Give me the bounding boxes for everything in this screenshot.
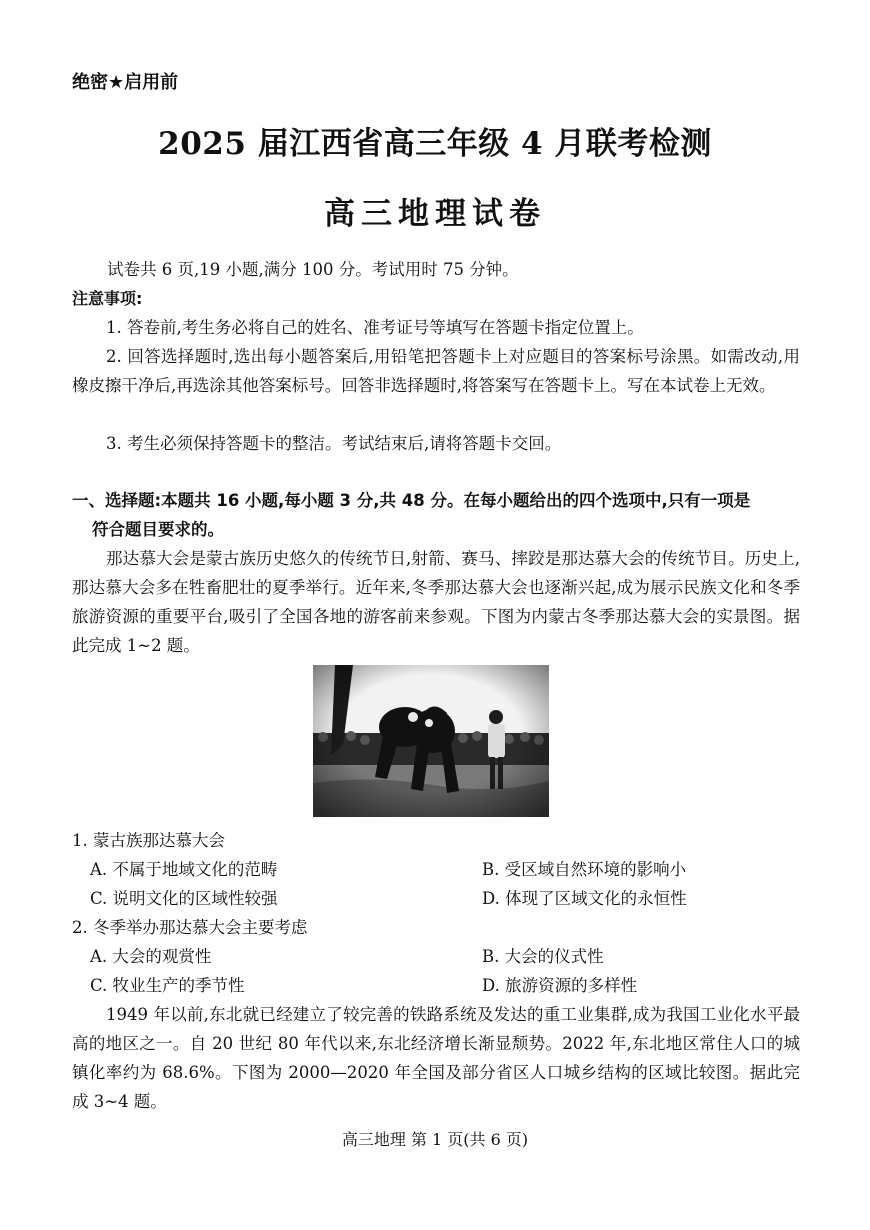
page-footer: 高三地理 第 1 页(共 6 页) — [341, 1130, 529, 1149]
question-1-stem: 1. 蒙古族那达慕大会 — [72, 831, 225, 850]
question-2-option-d: D. 旅游资源的多样性 — [482, 976, 638, 995]
notice-heading: 注意事项: — [72, 289, 143, 308]
question-1-option-b: B. 受区域自然环境的影响小 — [482, 860, 687, 879]
confidential-label: 绝密★启用前 — [72, 72, 179, 93]
question-1-option-c: C. 说明文化的区域性较强 — [90, 889, 278, 908]
section-heading-line1: 一、选择题:本题共 16 小题,每小题 3 分,共 48 分。在每小题给出的四个选项中,只有一项是 — [72, 491, 751, 510]
notice-item-3: 3. 考生必须保持答题卡的整洁。考试结束后,请将答题卡交回。 — [106, 434, 562, 453]
paper-subtitle: 高三地理试卷 — [324, 196, 546, 232]
question-2-option-b: B. 大会的仪式性 — [482, 947, 604, 966]
notice-item-2: 2. 回答选择题时,选出每小题答案后,用铅笔把答题卡上对应题目的答案标号涂黑。如需改动,用橡皮擦干净后,再选涂其他答案标号。回答非选择题时,将答案写在答题卡上。写在本试卷上无效。 — [72, 347, 800, 395]
question-2-option-c: C. 牧业生产的季节性 — [90, 976, 245, 995]
passage-nadam: 那达慕大会是蒙古族历史悠久的传统节日,射箭、赛马、摔跤是那达慕大会的传统节目。历史上,那达慕大会多在牲畜肥壮的夏季举行。近年来,冬季那达慕大会也逐渐兴起,成为展示民族文化和冬季旅游资源的重要平台,吸引了全国各地的游客前来参观。下图为内蒙古冬季那达慕大会的实景图。据此完成 1~2 题。 — [72, 549, 800, 655]
section-heading — [72, 486, 802, 544]
question-1-option-a: A. 不属于地域文化的范畴 — [90, 860, 278, 879]
exam-info: 试卷共 6 页,19 小题,满分 100 分。考试用时 75 分钟。 — [107, 260, 519, 279]
notice-item-1: 1. 答卷前,考生务必将自己的姓名、准考证号等填写在答题卡指定位置上。 — [106, 318, 644, 337]
section-heading-line2: 符合题目要求的。 — [92, 520, 224, 539]
nadam-wrestling-photo — [313, 665, 549, 817]
question-1-option-d: D. 体现了区域文化的永恒性 — [482, 889, 687, 908]
question-2-option-a: A. 大会的观赏性 — [90, 947, 212, 966]
question-2-stem: 2. 冬季举办那达慕大会主要考虑 — [72, 918, 308, 937]
exam-title: 2025 届江西省高三年级 4 月联考检测 — [158, 126, 712, 162]
passage-northeast: 1949 年以前,东北就已经建立了较完善的铁路系统及发达的重工业集群,成为我国工业化水平最高的地区之一。自 20 世纪 80 年代以来,东北经济增长渐显颓势。2022 年,东北地区常住人口的城镇化率约为 68.6%。下图为 2000—2020 年全国及部分省区人口城乡结构的区域比较图。据此完成 3~4 题。 — [72, 1005, 800, 1111]
wrestling-scene-image — [313, 665, 549, 817]
